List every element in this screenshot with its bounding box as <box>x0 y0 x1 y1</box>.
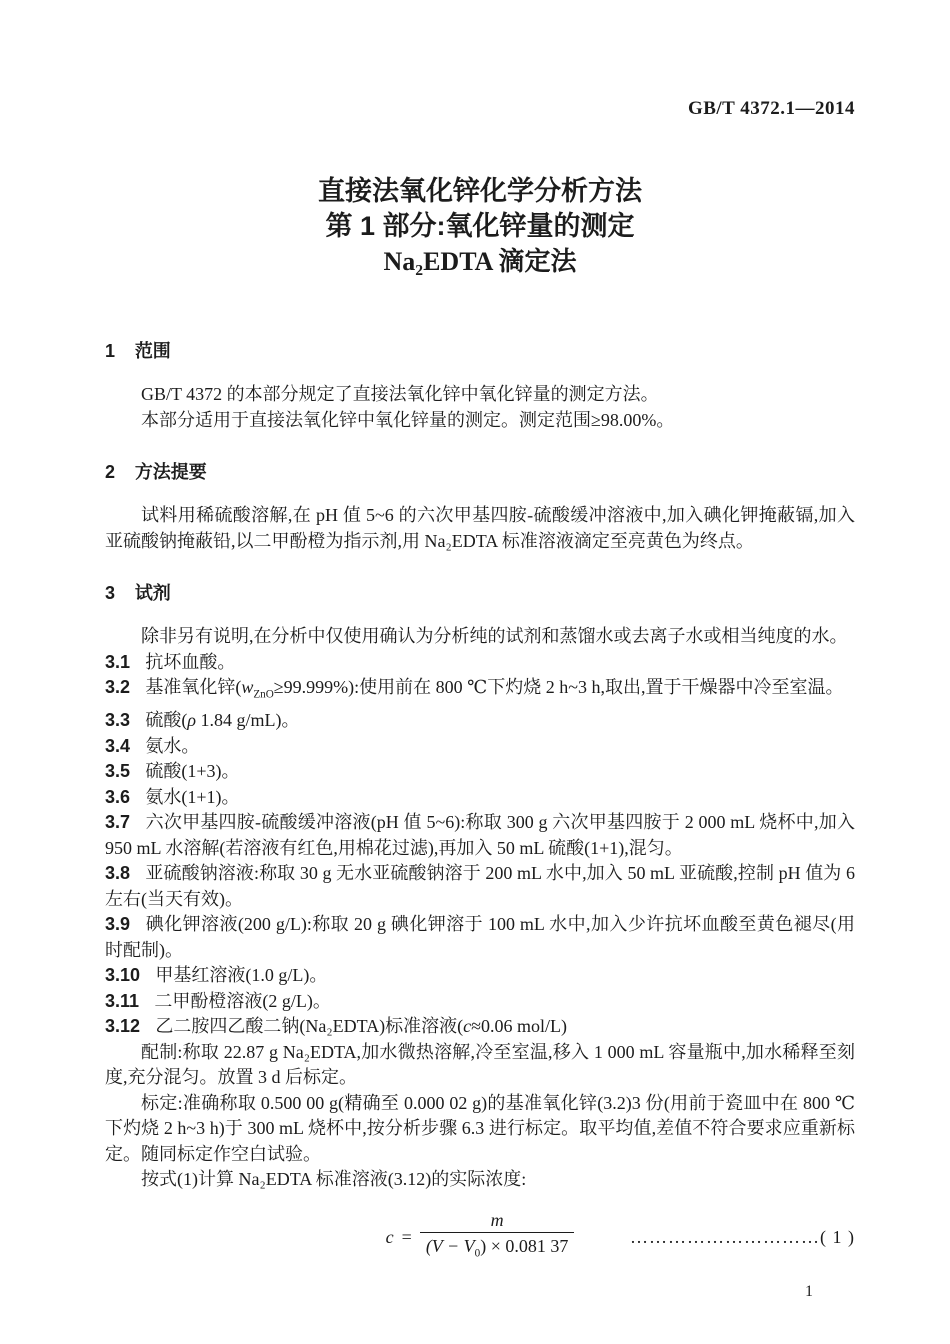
item-text-pre: 基准氧化锌( <box>145 677 242 697</box>
formula-leader-dots <box>574 1227 855 1248</box>
section-2-number: 2 <box>105 462 116 482</box>
section-1-paragraph-2: 本部分适用于直接法氧化锌中氧化锌量的测定。测定范围≥98.00%。 <box>141 409 675 430</box>
item-number: 3.12 <box>105 1016 141 1037</box>
item-text: 二甲酚橙溶液(2 g/L)。 <box>154 990 331 1011</box>
item-text-pre: 乙二胺四乙酸二钠(Na₂EDTA)标准溶液( <box>155 1016 464 1037</box>
item-text-pre: 硫酸( <box>145 710 188 731</box>
preparation-paragraph: 配制:称取 22.87 g Na₂EDTA,加水微热溶解,冷至室温,移入 1 000 mL 容量瓶中,加水稀释至刻度,充分混匀。放置 3 d 后标定。 <box>105 1041 855 1088</box>
title-line-1: 直接法氧化锌化学分析方法 <box>318 176 642 206</box>
item-number: 3.5 <box>105 761 131 782</box>
item-text: 甲基红溶液(1.0 g/L)。 <box>155 965 328 986</box>
section-1-title: 范围 <box>134 341 171 361</box>
section-3-title: 试剂 <box>134 583 171 603</box>
reagent-item-3-4 <box>105 734 855 760</box>
formula-lhs-c: c <box>385 1227 394 1248</box>
variable-rho: ρ <box>187 710 196 731</box>
variable-w: w <box>241 677 254 697</box>
reagent-item-3-7 <box>105 810 855 861</box>
item-number: 3.2 <box>105 677 131 697</box>
item-number: 3.6 <box>105 786 131 807</box>
formula-intro-paragraph: 按式(1)计算 Na₂EDTA 标准溶液(3.12)的实际浓度: <box>141 1169 527 1190</box>
item-text: 亚硫酸钠溶液:称取 30 g 无水亚硫酸钠溶于 200 mL 水中,加入 50 mL 亚硫酸,控制 pH 值为 6 左右(当天有效)。 <box>105 863 855 909</box>
subscript-zero: 0 <box>474 1247 481 1260</box>
reagent-item-3-1 <box>105 650 855 676</box>
page-number: 1 <box>805 1282 813 1300</box>
reagent-item-3-3 <box>105 708 855 734</box>
equation-number: ( 1 ) <box>820 1227 856 1248</box>
section-1-heading <box>105 339 855 364</box>
reagent-item-3-2 <box>105 675 855 708</box>
section-2-title: 方法提要 <box>134 462 207 482</box>
reagent-item-3-10 <box>105 963 855 989</box>
item-text-post: 1.84 g/mL)。 <box>195 710 300 731</box>
standard-code: GB/T 4372.1—2014 <box>687 98 855 119</box>
title-line-3 <box>105 244 855 279</box>
fraction-numerator <box>420 1210 575 1232</box>
denominator-vars: (V − V <box>425 1236 475 1257</box>
item-text-post: ≈0.06 mol/L) <box>471 1016 568 1037</box>
item-text-post: ≥99.999%):使用前在 800 ℃下灼烧 2 h~3 h,取出,置于干燥器中冷至室温。 <box>273 677 844 697</box>
standardization-paragraph: 标定:准确称取 0.500 00 g(精确至 0.000 02 g)的基准氧化锌(3.2)3 份(用前于瓷皿中在 800 ℃下灼烧 2 h~3 h)于 300 mL 烧杯中,按分析步骤 6.3 进行标定。取平均值,差值不符合要求应重新标定。随同标定作空白试验。 <box>105 1092 855 1164</box>
item-text: 氨水(1+1)。 <box>145 786 240 807</box>
variable-m: m <box>490 1210 504 1231</box>
reagent-item-3-8 <box>105 861 855 912</box>
item-text: 氨水。 <box>145 735 200 756</box>
formula-equation <box>386 1210 575 1265</box>
section-2-paragraph-1: 试料用稀硫酸溶解,在 pH 值 5~6 的六次甲基四胺-硫酸缓冲溶液中,加入碘化钾掩蔽镉,加入亚硫酸钠掩蔽铅,以二甲酚橙为指示剂,用 Na₂EDTA 标准溶液滴定至亮黄色为终点。 <box>105 505 855 551</box>
variable-c: c <box>463 1016 472 1037</box>
reagent-item-3-12 <box>105 1014 855 1040</box>
document-title <box>105 174 855 279</box>
fraction-denominator <box>420 1232 575 1265</box>
section-1-paragraph-1: GB/T 4372 的本部分规定了直接法氧化锌中氧化锌量的测定方法。 <box>141 384 659 404</box>
denominator-constant: ) × 0.081 37 <box>480 1236 569 1257</box>
item-number: 3.4 <box>105 735 131 756</box>
item-text: 碘化钾溶液(200 g/L):称取 20 g 碘化钾溶于 100 mL 水中,加入少许抗坏血酸至黄色褪尽(用时配制)。 <box>105 914 855 960</box>
leader-dots: ………………………… <box>630 1227 821 1248</box>
formula-fraction <box>420 1210 575 1265</box>
equals-sign: = <box>401 1227 412 1248</box>
reagent-item-3-6 <box>105 785 855 811</box>
item-number: 3.3 <box>105 710 131 731</box>
item-number: 3.9 <box>105 914 131 935</box>
subscript-zno: ZnO <box>253 688 274 701</box>
section-3-heading <box>105 581 855 606</box>
item-text: 六次甲基四胺-硫酸缓冲溶液(pH 值 5~6):称取 300 g 六次甲基四胺于 2 000 mL 烧杯中,加入 950 mL 水溶解(若溶液有红色,用棉花过滤),再加入 50 mL 硫酸(1+1),混匀。 <box>105 812 855 858</box>
item-number: 3.11 <box>105 990 140 1011</box>
formula-1 <box>105 1209 855 1267</box>
reagent-item-3-9 <box>105 912 855 963</box>
reagent-item-3-5 <box>105 759 855 785</box>
section-1-number: 1 <box>105 341 116 361</box>
section-2-heading <box>105 460 855 485</box>
title-line-3-text: Na₂EDTA 滴定法 <box>383 247 577 276</box>
item-number: 3.1 <box>105 651 131 672</box>
item-text: 硫酸(1+3)。 <box>145 761 240 782</box>
title-line-2: 第 1 部分:氧化锌量的测定 <box>325 211 635 241</box>
section-3-intro: 除非另有说明,在分析中仅使用确认为分析纯的试剂和蒸馏水或去离子水或相当纯度的水。 <box>141 626 848 646</box>
item-text: 抗坏血酸。 <box>145 651 236 672</box>
item-number: 3.7 <box>105 812 131 833</box>
reagent-item-3-11 <box>105 989 855 1015</box>
section-3-number: 3 <box>105 583 116 603</box>
item-number: 3.10 <box>105 965 141 986</box>
item-number: 3.8 <box>105 863 131 884</box>
